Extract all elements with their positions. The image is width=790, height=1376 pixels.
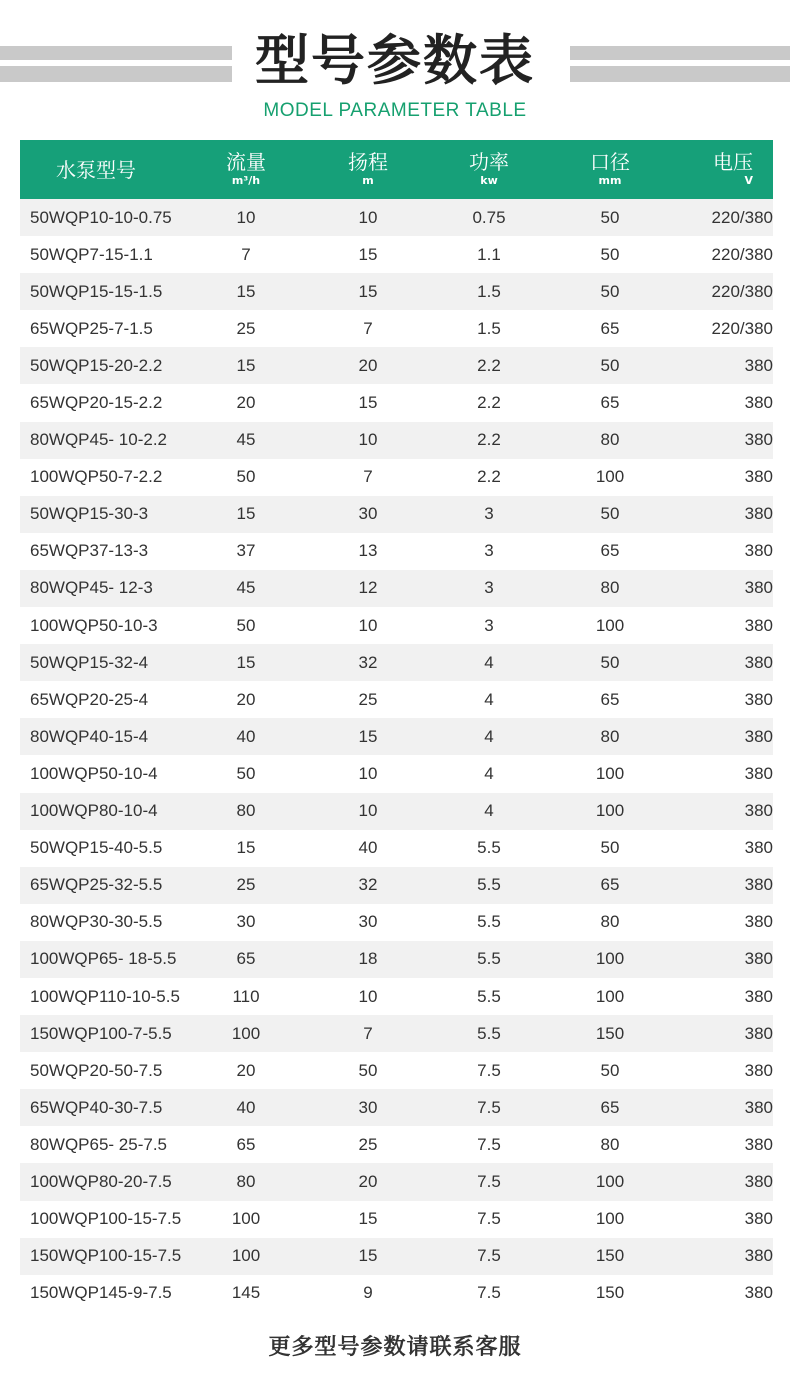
cell-power: 5.5 [477, 986, 501, 1006]
cell-head: 32 [358, 875, 378, 895]
table-row [20, 570, 773, 607]
cell-model: 150WQP100-15-7.5 [30, 1246, 182, 1266]
cell-flow: 15 [236, 838, 256, 858]
cell-flow: 100 [231, 1209, 261, 1229]
cell-diameter: 80 [600, 430, 620, 450]
table-row [20, 793, 773, 830]
header-power-label: 功率 [469, 150, 509, 174]
cell-voltage: 380 [744, 1171, 773, 1191]
cell-head: 10 [358, 763, 378, 783]
cell-diameter: 65 [600, 689, 620, 709]
cell-head: 50 [358, 1060, 378, 1080]
cell-flow: 7 [241, 244, 251, 264]
cell-diameter: 50 [600, 838, 620, 858]
table-row [20, 904, 773, 941]
table-row [20, 199, 773, 236]
cell-voltage: 380 [744, 763, 773, 783]
cell-power: 7.5 [477, 1134, 501, 1154]
header-diameter [534, 140, 686, 199]
cell-voltage: 380 [744, 726, 773, 746]
cell-model: 100WQP100-15-7.5 [30, 1209, 182, 1229]
cell-power: 4 [484, 726, 494, 746]
cell-voltage: 380 [744, 838, 773, 858]
page-subtitle: MODEL PARAMETER TABLE [263, 100, 527, 121]
table-row [20, 384, 773, 421]
cell-flow: 45 [236, 578, 256, 598]
cell-flow: 30 [236, 912, 256, 932]
cell-model: 150WQP100-7-5.5 [30, 1023, 172, 1043]
table-row [20, 273, 773, 310]
table-row [20, 459, 773, 496]
cell-model: 100WQP65- 18-5.5 [30, 949, 177, 969]
cell-power: 7.5 [477, 1246, 501, 1266]
cell-flow: 15 [236, 652, 256, 672]
cell-power: 0.75 [472, 207, 506, 227]
cell-diameter: 100 [595, 949, 625, 969]
table-header [20, 140, 773, 199]
cell-diameter: 65 [600, 541, 620, 561]
cell-diameter: 100 [595, 986, 625, 1006]
cell-head: 20 [358, 355, 378, 375]
cell-voltage: 380 [744, 467, 773, 487]
cell-head: 15 [358, 393, 378, 413]
cell-head: 18 [358, 949, 378, 969]
header-voltage-label: 电压 [713, 150, 753, 174]
cell-head: 30 [358, 912, 378, 932]
cell-flow: 20 [236, 1060, 256, 1080]
cell-diameter: 50 [600, 281, 620, 301]
cell-voltage: 380 [744, 1283, 773, 1303]
cell-voltage: 380 [744, 912, 773, 932]
cell-flow: 50 [236, 615, 256, 635]
table-row [20, 718, 773, 755]
cell-model: 50WQP15-20-2.2 [30, 355, 163, 375]
cell-flow: 20 [236, 689, 256, 709]
cell-flow: 25 [236, 875, 256, 895]
cell-head: 7 [363, 1023, 373, 1043]
cell-head: 7 [363, 318, 373, 338]
cell-diameter: 80 [600, 578, 620, 598]
footer-note: 更多型号参数请联系客服 [268, 1335, 522, 1360]
cell-voltage: 220/380 [711, 207, 773, 227]
table-row [20, 533, 773, 570]
cell-power: 3 [484, 504, 494, 524]
table-row [20, 422, 773, 459]
cell-voltage: 380 [744, 578, 773, 598]
cell-power: 1.1 [477, 244, 501, 264]
cell-flow: 50 [236, 763, 256, 783]
cell-flow: 80 [236, 1171, 256, 1191]
cell-voltage: 220/380 [711, 244, 773, 264]
header-flow [200, 140, 292, 199]
cell-model: 80WQP45- 12-3 [30, 578, 153, 598]
cell-model: 50WQP15-15-1.5 [30, 281, 163, 301]
cell-power: 3 [484, 541, 494, 561]
cell-diameter: 100 [595, 467, 625, 487]
cell-power: 1.5 [477, 281, 501, 301]
table-row [20, 1015, 773, 1052]
cell-voltage: 380 [744, 355, 773, 375]
cell-head: 32 [358, 652, 378, 672]
cell-diameter: 50 [600, 504, 620, 524]
table-row [20, 310, 773, 347]
cell-voltage: 380 [744, 1209, 773, 1229]
cell-power: 4 [484, 763, 494, 783]
cell-flow: 80 [236, 801, 256, 821]
cell-diameter: 100 [595, 615, 625, 635]
header-flow-unit: m³/h [231, 174, 261, 187]
cell-model: 100WQP50-10-3 [30, 615, 158, 635]
cell-flow: 10 [236, 207, 256, 227]
cell-power: 1.5 [477, 318, 501, 338]
cell-model: 100WQP50-7-2.2 [30, 467, 163, 487]
cell-head: 25 [358, 1134, 378, 1154]
cell-model: 100WQP80-20-7.5 [30, 1171, 172, 1191]
cell-power: 5.5 [477, 875, 501, 895]
cell-power: 5.5 [477, 1023, 501, 1043]
cell-power: 7.5 [477, 1171, 501, 1191]
header-voltage [686, 140, 773, 199]
cell-diameter: 50 [600, 244, 620, 264]
cell-head: 10 [358, 207, 378, 227]
cell-flow: 65 [236, 949, 256, 969]
cell-head: 15 [358, 1246, 378, 1266]
header-power-unit: kw [480, 174, 498, 187]
cell-power: 2.2 [477, 355, 501, 375]
cell-head: 10 [358, 801, 378, 821]
table-row [20, 1126, 773, 1163]
cell-flow: 15 [236, 281, 256, 301]
cell-diameter: 100 [595, 1209, 625, 1229]
cell-diameter: 50 [600, 207, 620, 227]
cell-power: 4 [484, 652, 494, 672]
cell-head: 15 [358, 281, 378, 301]
table-row [20, 830, 773, 867]
table-row [20, 681, 773, 718]
cell-head: 15 [358, 244, 378, 264]
cell-head: 20 [358, 1171, 378, 1191]
cell-model: 100WQP80-10-4 [30, 801, 158, 821]
cell-flow: 40 [236, 726, 256, 746]
cell-voltage: 380 [744, 541, 773, 561]
table-row [20, 607, 773, 644]
table-row [20, 755, 773, 792]
cell-voltage: 380 [744, 1134, 773, 1154]
header-head-unit: m [362, 174, 374, 187]
cell-flow: 37 [236, 541, 256, 561]
cell-voltage: 380 [744, 801, 773, 821]
cell-flow: 100 [231, 1023, 261, 1043]
table-row [20, 1163, 773, 1200]
header-diameter-unit: mm [598, 174, 622, 187]
cell-power: 5.5 [477, 949, 501, 969]
cell-head: 25 [358, 689, 378, 709]
cell-model: 80WQP45- 10-2.2 [30, 430, 168, 450]
cell-power: 7.5 [477, 1209, 501, 1229]
table-row [20, 1052, 773, 1089]
cell-flow: 110 [232, 986, 260, 1006]
cell-power: 4 [484, 689, 494, 709]
cell-diameter: 100 [595, 801, 625, 821]
cell-diameter: 80 [600, 726, 620, 746]
cell-model: 65WQP25-32-5.5 [30, 875, 163, 895]
cell-model: 50WQP15-30-3 [30, 504, 149, 524]
cell-model: 50WQP15-32-4 [30, 652, 149, 672]
cell-power: 3 [484, 615, 494, 635]
cell-voltage: 380 [744, 504, 773, 524]
cell-model: 50WQP15-40-5.5 [30, 838, 163, 858]
cell-model: 65WQP20-15-2.2 [30, 393, 163, 413]
cell-model: 80WQP30-30-5.5 [30, 912, 163, 932]
table-row [20, 1201, 773, 1238]
page-title: 型号参数表 [255, 29, 535, 92]
header-voltage-unit: V [744, 174, 753, 187]
cell-voltage: 380 [744, 875, 773, 895]
cell-head: 9 [363, 1283, 373, 1303]
cell-model: 65WQP40-30-7.5 [30, 1097, 163, 1117]
cell-head: 30 [358, 504, 378, 524]
cell-diameter: 50 [600, 652, 620, 672]
cell-model: 50WQP20-50-7.5 [30, 1060, 163, 1080]
cell-flow: 45 [236, 430, 256, 450]
table-row [20, 1275, 773, 1312]
cell-flow: 100 [231, 1246, 261, 1266]
cell-head: 12 [358, 578, 378, 598]
header-diameter-label: 口径 [590, 150, 630, 174]
cell-head: 30 [358, 1097, 378, 1117]
table-row [20, 1238, 773, 1275]
cell-diameter: 65 [600, 318, 620, 338]
cell-power: 5.5 [477, 912, 501, 932]
cell-flow: 50 [236, 467, 256, 487]
cell-flow: 40 [236, 1097, 256, 1117]
cell-power: 2.2 [477, 393, 501, 413]
cell-head: 10 [358, 430, 378, 450]
cell-head: 10 [358, 986, 378, 1006]
cell-head: 40 [358, 838, 378, 858]
cell-diameter: 65 [600, 875, 620, 895]
cell-diameter: 80 [600, 912, 620, 932]
header-power [444, 140, 534, 199]
cell-head: 13 [358, 541, 378, 561]
table-row [20, 1089, 773, 1126]
cell-diameter: 150 [595, 1023, 625, 1043]
cell-diameter: 150 [595, 1246, 625, 1266]
cell-voltage: 220/380 [711, 318, 773, 338]
cell-diameter: 150 [595, 1283, 625, 1303]
cell-voltage: 380 [744, 430, 773, 450]
table-body [20, 199, 773, 1312]
cell-voltage: 380 [744, 689, 773, 709]
cell-model: 80WQP40-15-4 [30, 726, 149, 746]
cell-diameter: 50 [600, 1060, 620, 1080]
header-flow-label: 流量 [226, 150, 266, 174]
cell-flow: 65 [236, 1134, 256, 1154]
cell-model: 65WQP20-25-4 [30, 689, 149, 709]
header-head-label: 扬程 [348, 150, 388, 174]
cell-head: 10 [358, 615, 378, 635]
cell-diameter: 100 [595, 1171, 625, 1191]
table-row [20, 496, 773, 533]
cell-flow: 15 [236, 504, 256, 524]
cell-voltage: 220/380 [711, 281, 773, 301]
cell-diameter: 50 [600, 355, 620, 375]
cell-diameter: 100 [595, 763, 625, 783]
cell-power: 5.5 [477, 838, 501, 858]
parameter-table [20, 140, 773, 1312]
cell-voltage: 380 [744, 1060, 773, 1080]
header-model [20, 140, 200, 199]
cell-diameter: 80 [600, 1134, 620, 1154]
cell-diameter: 65 [600, 393, 620, 413]
cell-model: 65WQP37-13-3 [30, 541, 149, 561]
cell-voltage: 380 [744, 986, 773, 1006]
cell-model: 50WQP10-10-0.75 [30, 207, 172, 227]
cell-model: 100WQP110-10-5.5 [30, 986, 180, 1006]
cell-power: 4 [484, 801, 494, 821]
cell-voltage: 380 [744, 1246, 773, 1266]
cell-power: 7.5 [477, 1097, 501, 1117]
header-model-label: 水泵型号 [56, 158, 136, 182]
cell-diameter: 65 [600, 1097, 620, 1117]
page-header [0, 0, 790, 140]
table-row [20, 236, 773, 273]
cell-flow: 25 [236, 318, 256, 338]
table-row [20, 867, 773, 904]
table-row [20, 941, 773, 978]
cell-voltage: 380 [744, 1097, 773, 1117]
cell-voltage: 380 [744, 949, 773, 969]
cell-voltage: 380 [744, 1023, 773, 1043]
header-head [292, 140, 444, 199]
cell-model: 80WQP65- 25-7.5 [30, 1134, 168, 1154]
cell-voltage: 380 [744, 393, 773, 413]
cell-power: 2.2 [477, 467, 501, 487]
cell-voltage: 380 [744, 615, 773, 635]
cell-head: 15 [358, 726, 378, 746]
cell-flow: 15 [236, 355, 256, 375]
table-row [20, 978, 773, 1015]
cell-model: 100WQP50-10-4 [30, 763, 158, 783]
cell-head: 7 [363, 467, 373, 487]
cell-power: 7.5 [477, 1283, 501, 1303]
table-row [20, 644, 773, 681]
cell-voltage: 380 [744, 652, 773, 672]
cell-power: 3 [484, 578, 494, 598]
cell-flow: 145 [231, 1283, 261, 1303]
cell-flow: 20 [236, 393, 256, 413]
cell-model: 50WQP7-15-1.1 [30, 244, 153, 264]
cell-model: 150WQP145-9-7.5 [30, 1283, 172, 1303]
cell-power: 7.5 [477, 1060, 501, 1080]
cell-model: 65WQP25-7-1.5 [30, 318, 153, 338]
cell-head: 15 [358, 1209, 378, 1229]
cell-power: 2.2 [477, 430, 501, 450]
table-row [20, 347, 773, 384]
